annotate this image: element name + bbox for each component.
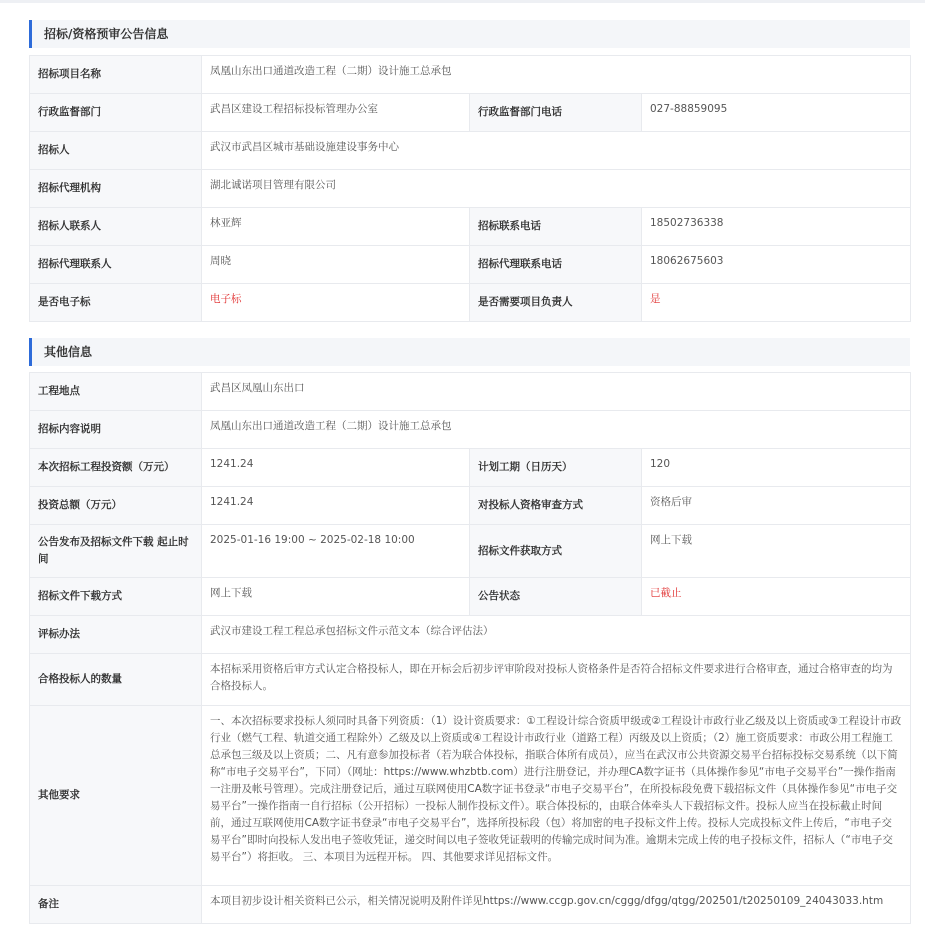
total-investment-value: 1241.24 <box>202 487 470 525</box>
field-label: 招标代理联系人 <box>30 246 202 284</box>
tenderer-value: 武汉市武昌区城市基础设施建设事务中心 <box>202 132 911 170</box>
agency-contact-value: 周晓 <box>202 246 470 284</box>
other-requirements-value: 一、本次招标要求投标人须同时具备下列资质：（1）设计资质要求：①工程设计综合资质甲级或②工程设计市政行业乙级及以上资质或③工程设计市政行业（燃气工程、轨道交通工程除外）乙级及以上资质或④工程设计市政行业（道路工程）丙级及以上资质；（2）施工资质要求：市政公用工程施工总承包三级及以上资质；二、凡有意参加投标者（若为联合体投标，指联合体所有成员），应当在武汉市公共资源交易平台招标投标交易系统（以下简称“市电子交易平台”，下同）（网址：https://www.whzbtb.com）进行注册登记，并办理CA数字证书（具体操作参见“市电子交易平台”一操作指南一注册及帐号管理）。完成注册登记后，通过互联网使用CA数字证书登录“市电子交易平台”，在所投标段免费下载招标文件（具体操作参见“市电子交易平台”一操作指南一自行招标（公开招标）一投标人制作投标文件）。联合体投标的，由联合体牵头人下载招标文件。投标人应当在投标截止时间前，通过互联网使用CA数字证书登录“市电子交易平台”，选择所投标段（包）将加密的电子投标文件上传。投标人完成投标文件上传后，“市电子交易平台”即时向投标人发出电子签收凭证，递交时间以电子签收凭证载明的传输完成时间为准。逾期未完成上传的电子投标文件，招标人（“市电子交易平台”）将拒收。 三、本项目为远程开标。 四、其他要求详见招标文件。 <box>202 706 911 886</box>
field-label: 招标代理联系电话 <box>470 246 642 284</box>
download-method-value: 网上下载 <box>202 578 470 616</box>
field-label: 评标办法 <box>30 616 202 654</box>
table-row <box>30 56 911 94</box>
other-info-table <box>29 372 911 924</box>
table-row <box>30 706 911 886</box>
tender-content-value: 凤凰山东出口通道改造工程（二期）设计施工总承包 <box>202 411 911 449</box>
field-label: 投资总额（万元） <box>30 487 202 525</box>
field-label: 备注 <box>30 886 202 924</box>
field-label: 公告发布及招标文件下载 起止时间 <box>30 525 202 578</box>
table-row <box>30 284 911 322</box>
field-label: 招标联系电话 <box>470 208 642 246</box>
field-label: 是否电子标 <box>30 284 202 322</box>
table-row <box>30 411 911 449</box>
table-row <box>30 170 911 208</box>
field-label: 其他要求 <box>30 706 202 886</box>
duration-value: 120 <box>642 449 911 487</box>
table-row <box>30 654 911 706</box>
remarks-value: 本项目初步设计相关资料已公示，相关情况说明及附件详见https://www.ccgp.gov.cn/cggg/dfgg/qtgg/202501/t20250109_24043033.htm <box>202 886 911 924</box>
table-row <box>30 208 911 246</box>
table-row <box>30 525 911 578</box>
table-row <box>30 132 911 170</box>
field-label: 招标文件获取方式 <box>470 525 642 578</box>
table-row <box>30 449 911 487</box>
table-row <box>30 246 911 284</box>
field-label: 是否需要项目负责人 <box>470 284 642 322</box>
field-label: 招标人联系人 <box>30 208 202 246</box>
field-label: 行政监督部门 <box>30 94 202 132</box>
project-manager-required-value: 是 <box>642 284 911 322</box>
table-row <box>30 487 911 525</box>
section-title-tender-info: 招标/资格预审公告信息 <box>29 20 910 48</box>
supervision-dept-value: 武昌区建设工程招标投标管理办公室 <box>202 94 470 132</box>
table-row <box>30 373 911 411</box>
file-acquisition-value: 网上下载 <box>642 525 911 578</box>
tenderer-phone-value: 18502736338 <box>642 208 911 246</box>
evaluation-method-value: 武汉市建设工程工程总承包招标文件示范文本（综合评估法） <box>202 616 911 654</box>
field-label: 招标内容说明 <box>30 411 202 449</box>
tender-info-table <box>29 55 911 322</box>
agency-value: 湖北诚诺项目管理有限公司 <box>202 170 911 208</box>
field-label: 对投标人资格审查方式 <box>470 487 642 525</box>
qualified-bidders-value: 本招标采用资格后审方式认定合格投标人，即在开标会后初步评审阶段对投标人资格条件是否符合招标文件要求进行合格审查，通过合格审查的均为合格投标人。 <box>202 654 911 706</box>
qualification-review-value: 资格后审 <box>642 487 911 525</box>
section-title-other-info: 其他信息 <box>29 338 910 366</box>
table-row <box>30 616 911 654</box>
field-label: 招标文件下载方式 <box>30 578 202 616</box>
location-value: 武昌区凤凰山东出口 <box>202 373 911 411</box>
field-label: 工程地点 <box>30 373 202 411</box>
field-label: 招标代理机构 <box>30 170 202 208</box>
field-label: 计划工期（日历天） <box>470 449 642 487</box>
table-row <box>30 578 911 616</box>
field-label: 合格投标人的数量 <box>30 654 202 706</box>
table-row <box>30 94 911 132</box>
announcement-status-value: 已截止 <box>642 578 911 616</box>
tenderer-contact-value: 林亚辉 <box>202 208 470 246</box>
supervision-phone-value: 027-88859095 <box>642 94 911 132</box>
field-label: 本次招标工程投资额（万元） <box>30 449 202 487</box>
agency-phone-value: 18062675603 <box>642 246 911 284</box>
field-label: 招标人 <box>30 132 202 170</box>
field-label: 公告状态 <box>470 578 642 616</box>
electronic-bid-value: 电子标 <box>202 284 470 322</box>
table-row <box>30 886 911 924</box>
investment-value: 1241.24 <box>202 449 470 487</box>
field-label: 行政监督部门电话 <box>470 94 642 132</box>
field-label: 招标项目名称 <box>30 56 202 94</box>
project-name-value: 凤凰山东出口通道改造工程（二期）设计施工总承包 <box>202 56 911 94</box>
publish-period-value: 2025-01-16 19:00 ~ 2025-02-18 10:00 <box>202 525 470 578</box>
